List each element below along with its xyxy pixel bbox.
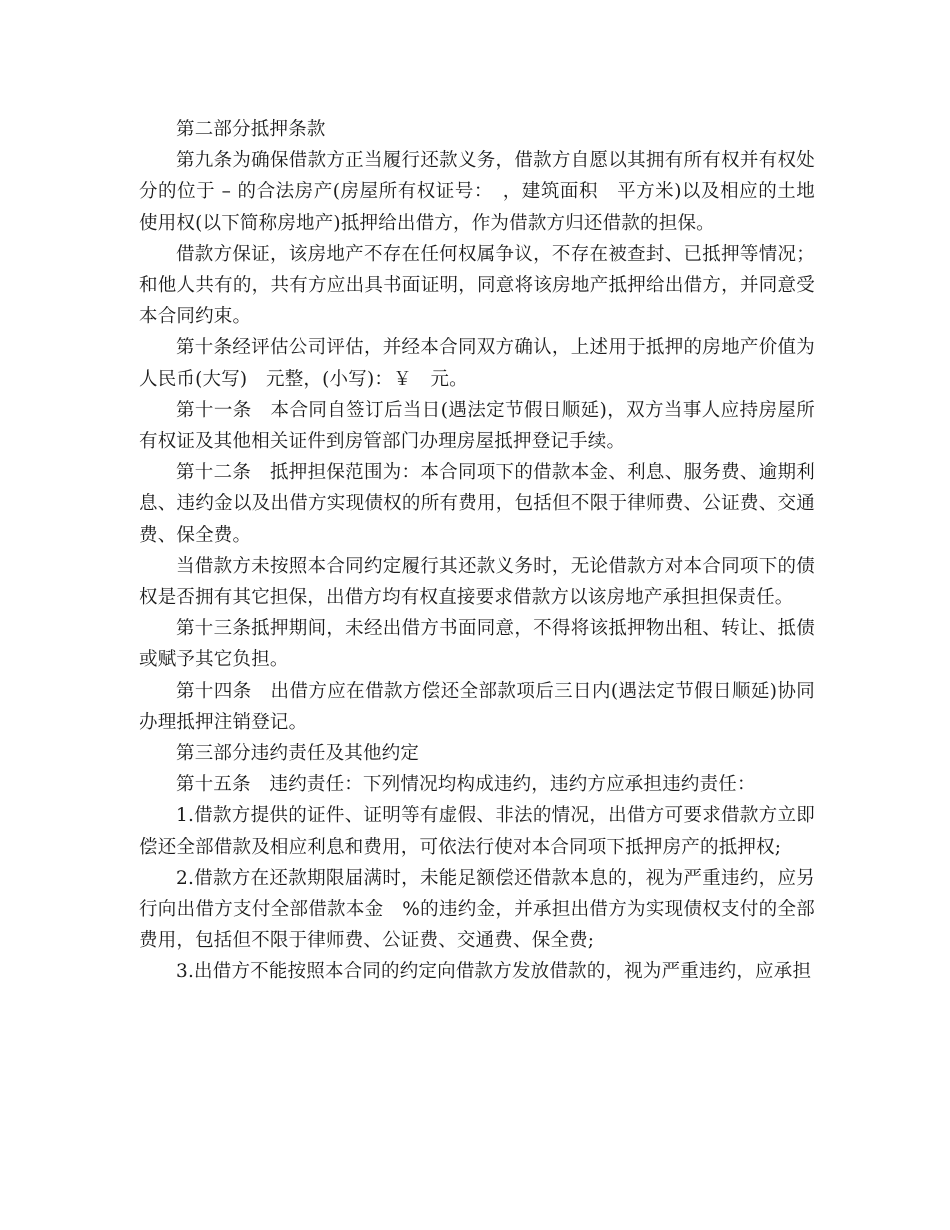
section-heading-mortgage: 第二部分抵押条款 — [176, 119, 326, 140]
section-heading-liability: 第三部分违约责任及其他约定 — [176, 743, 420, 765]
default-guarantee-paragraph: 当借款方未按照本合同约定履行其还款义务时，无论借款方对本合同项下的债权是否拥有其它担保，出借方均有权直接要求借款方以该房地产承担担保责任。 — [139, 555, 815, 609]
liability-item-2: 2.借款方在还款期限届满时，未能足额偿还借款本息的，视为严重违约，应另行向出借方支付全部借款本金 %的违约金，并承担出借方为实现债权支付的全部费用，包括但不限于律师费、公证费、交通费、保全费; — [139, 867, 815, 952]
article-12-paragraph: 第十二条 抵押担保范围为：本合同项下的借款本金、利息、服务费、逾期利息、违约金以及出借方实现债权的所有费用，包括但不限于律师费、公证费、交通费、保全费。 — [139, 462, 815, 546]
document-body — [139, 114, 815, 988]
article-15-paragraph: 第十五条 违约责任：下列情况均构成违约，违约方应承担违约责任： — [176, 774, 756, 796]
liability-item-3: 3.出借方不能按照本合同的约定向借款方发放借款的，视为严重违约，应承担 — [176, 961, 812, 983]
article-11-paragraph: 第十一条 本合同自签订后当日(遇法定节假日顺延)，双方当事人应持房屋所有权证及其他相关证件到房管部门办理房屋抵押登记手续。 — [139, 399, 815, 453]
article-10-paragraph: 第十条经评估公司评估，并经本合同双方确认，上述用于抵押的房地产价值为人民币(大写) 元整，(小写)：￥ 元。 — [139, 337, 815, 390]
liability-item-1: 1.借款方提供的证件、证明等有虚假、非法的情况，出借方可要求借款方立即偿还全部借款及相应利息和费用，可依法行使对本合同项下抵押房产的抵押权; — [139, 805, 815, 858]
article-13-paragraph: 第十三条抵押期间，未经出借方书面同意，不得将该抵押物出租、转让、抵债或赋予其它负担。 — [139, 618, 815, 671]
article-9-paragraph: 第九条为确保借款方正当履行还款义务，借款方自愿以其拥有所有权并有权处分的位于 – 的合法房产(房屋所有权证号： ，建筑面积 平方米)以及相应的土地使用权(以下简称房地产)抵押给出借方，作为借款方归还借款的担保。 — [139, 150, 815, 234]
borrower-guarantee-paragraph: 借款方保证，该房地产不存在任何权属争议，不存在被查封、已抵押等情况；和他人共有的，共有方应出具书面证明，同意将该房地产抵押给出借方，并同意受本合同约束。 — [139, 243, 815, 328]
article-14-paragraph: 第十四条 出借方应在借款方偿还全部款项后三日内(遇法定节假日顺延)协同办理抵押注销登记。 — [139, 680, 815, 733]
